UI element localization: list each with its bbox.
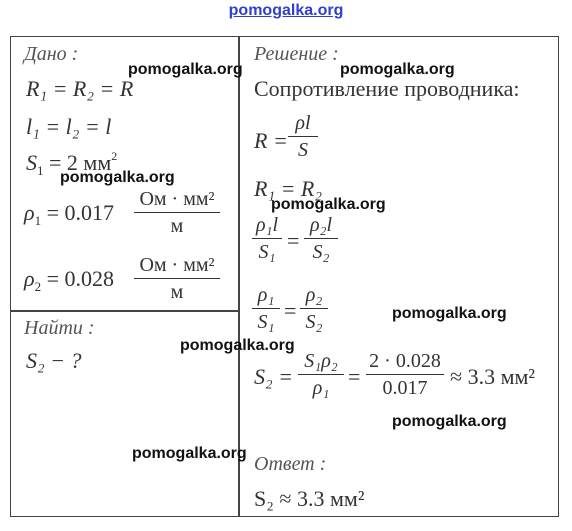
watermark: pomogalka.org — [132, 445, 247, 462]
watermark: pomogalka.org — [60, 169, 175, 186]
watermark: pomogalka.org — [340, 61, 455, 78]
site-link[interactable]: pomogalka.org — [228, 2, 344, 19]
watermark: pomogalka.org — [271, 196, 386, 213]
given-length: l₁ = l₂ = l — [26, 114, 112, 139]
find-heading: Найти : — [24, 317, 95, 339]
equals-sign: = — [287, 228, 300, 253]
watermark: pomogalka.org — [392, 413, 507, 430]
given-area: $S_1 = 2$ $мм^2$ — [26, 149, 118, 178]
equals-sign: = — [348, 364, 361, 389]
fraction-rho1l-s1: ρ₁l S₁ — [252, 214, 282, 263]
given-rho1: $\rho_1 = 0.017$ — [24, 200, 114, 228]
rho1-unit: Ом · мм² м — [134, 188, 220, 237]
formula-r-fraction: ρl S — [288, 112, 318, 161]
find-expression: S₂ − ? — [26, 348, 82, 373]
given-resistance: R₁ = R₂ = R — [26, 76, 134, 101]
resistances-equal: R₁ = R₂ — [254, 176, 323, 201]
given-find-divider — [10, 310, 239, 312]
fraction-numeric: 2 · 0.028 0.017 — [366, 350, 444, 399]
solution-intro: Сопротивление проводника: — [254, 76, 520, 101]
s2-result: ≈ 3.3 мм² — [450, 364, 536, 389]
s2-lhs: S₂ = — [254, 364, 293, 389]
watermark: pomogalka.org — [392, 305, 507, 322]
given-rho2: $\rho_2 = 0.028$ — [24, 266, 114, 294]
equals-sign: = — [284, 298, 297, 323]
formula-r-lhs: R = — [254, 128, 288, 153]
answer-value: S₂ ≈ 3.3 мм² — [254, 486, 365, 511]
solution-heading: Решение : — [254, 43, 339, 65]
watermark: pomogalka.org — [180, 337, 295, 354]
given-heading: Дано : — [24, 43, 79, 65]
fraction-s1rho2-rho1: S₁ρ₂ ρ₁ — [298, 350, 344, 399]
watermark: pomogalka.org — [128, 61, 243, 78]
fraction-rho2-s2: ρ₂ S₂ — [300, 284, 328, 333]
fraction-rho1-s1: ρ₁ S₁ — [252, 284, 280, 333]
answer-heading: Ответ : — [254, 453, 327, 475]
rho2-unit: Ом · мм² м — [134, 254, 220, 303]
fraction-rho2l-s2: ρ₂l S₂ — [304, 214, 338, 263]
